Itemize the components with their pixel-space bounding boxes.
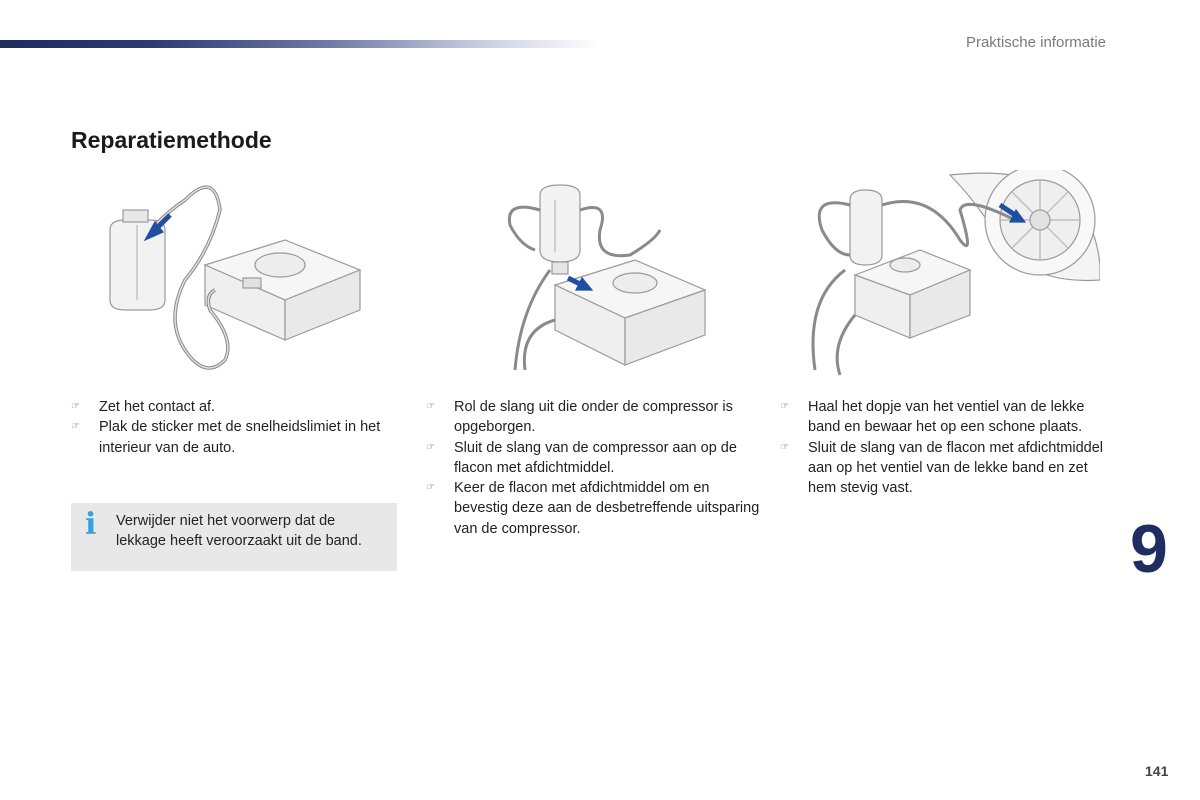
illustration-tyre-connection [800, 170, 1100, 385]
step-item [71, 417, 401, 458]
step-text: Zet het contact af. [99, 399, 216, 415]
instruction-column-3 [780, 397, 1110, 498]
step-text: Sluit de slang van de compressor aan op de flacon met afdichtmiddel. [454, 439, 737, 476]
page-number: 141 [1145, 763, 1169, 779]
illustration-compressor-bottle [95, 170, 395, 385]
header-gradient-bar [0, 40, 600, 48]
pointing-hand-icon: ☞ [71, 421, 80, 433]
step-item [426, 438, 761, 479]
step-text: Sluit de slang van de flacon met afdichtmiddel aan op het ventiel van de lekke band en zet hem stevig vast. [808, 439, 1104, 497]
pointing-hand-icon: ☞ [426, 401, 435, 412]
step-text: Rol de slang uit die onder de compressor is opgeborgen. [454, 399, 733, 436]
info-text: Verwijder niet het voorwerp dat de lekkage heeft veroorzaakt uit de band. [116, 513, 362, 549]
step-item [426, 397, 761, 438]
page-heading: Reparatiemethode [71, 127, 272, 153]
step-item [71, 397, 401, 417]
step-text: Haal het dopje van het ventiel van de lekke band en bewaar het op een schone plaats. [808, 399, 1085, 436]
chapter-number: 9 [1130, 511, 1168, 587]
step-list [426, 397, 761, 539]
step-list [780, 397, 1110, 498]
instruction-column-2 [426, 397, 761, 539]
pointing-hand-icon: ☞ [426, 441, 435, 453]
instruction-column-1 [71, 397, 401, 458]
step-item [780, 438, 1110, 499]
step-item [780, 397, 1110, 438]
step-text: Keer de flacon met afdichtmiddel om en bevestig deze aan de desbetreffende uitsparing van de compressor. [454, 480, 760, 537]
pointing-hand-icon: ☞ [780, 401, 789, 412]
step-list [71, 397, 401, 458]
step-item [426, 478, 761, 539]
pointing-hand-icon: ☞ [426, 482, 435, 494]
step-text: Plak de sticker met de snelheidslimiet in het interieur van de auto. [99, 419, 381, 456]
pointing-hand-icon: ☞ [71, 401, 80, 412]
info-icon: i [85, 507, 97, 542]
info-box [71, 503, 397, 571]
pointing-hand-icon: ☞ [780, 441, 789, 453]
section-name: Praktische informatie [965, 34, 1106, 51]
illustration-inverted-bottle [500, 170, 800, 385]
